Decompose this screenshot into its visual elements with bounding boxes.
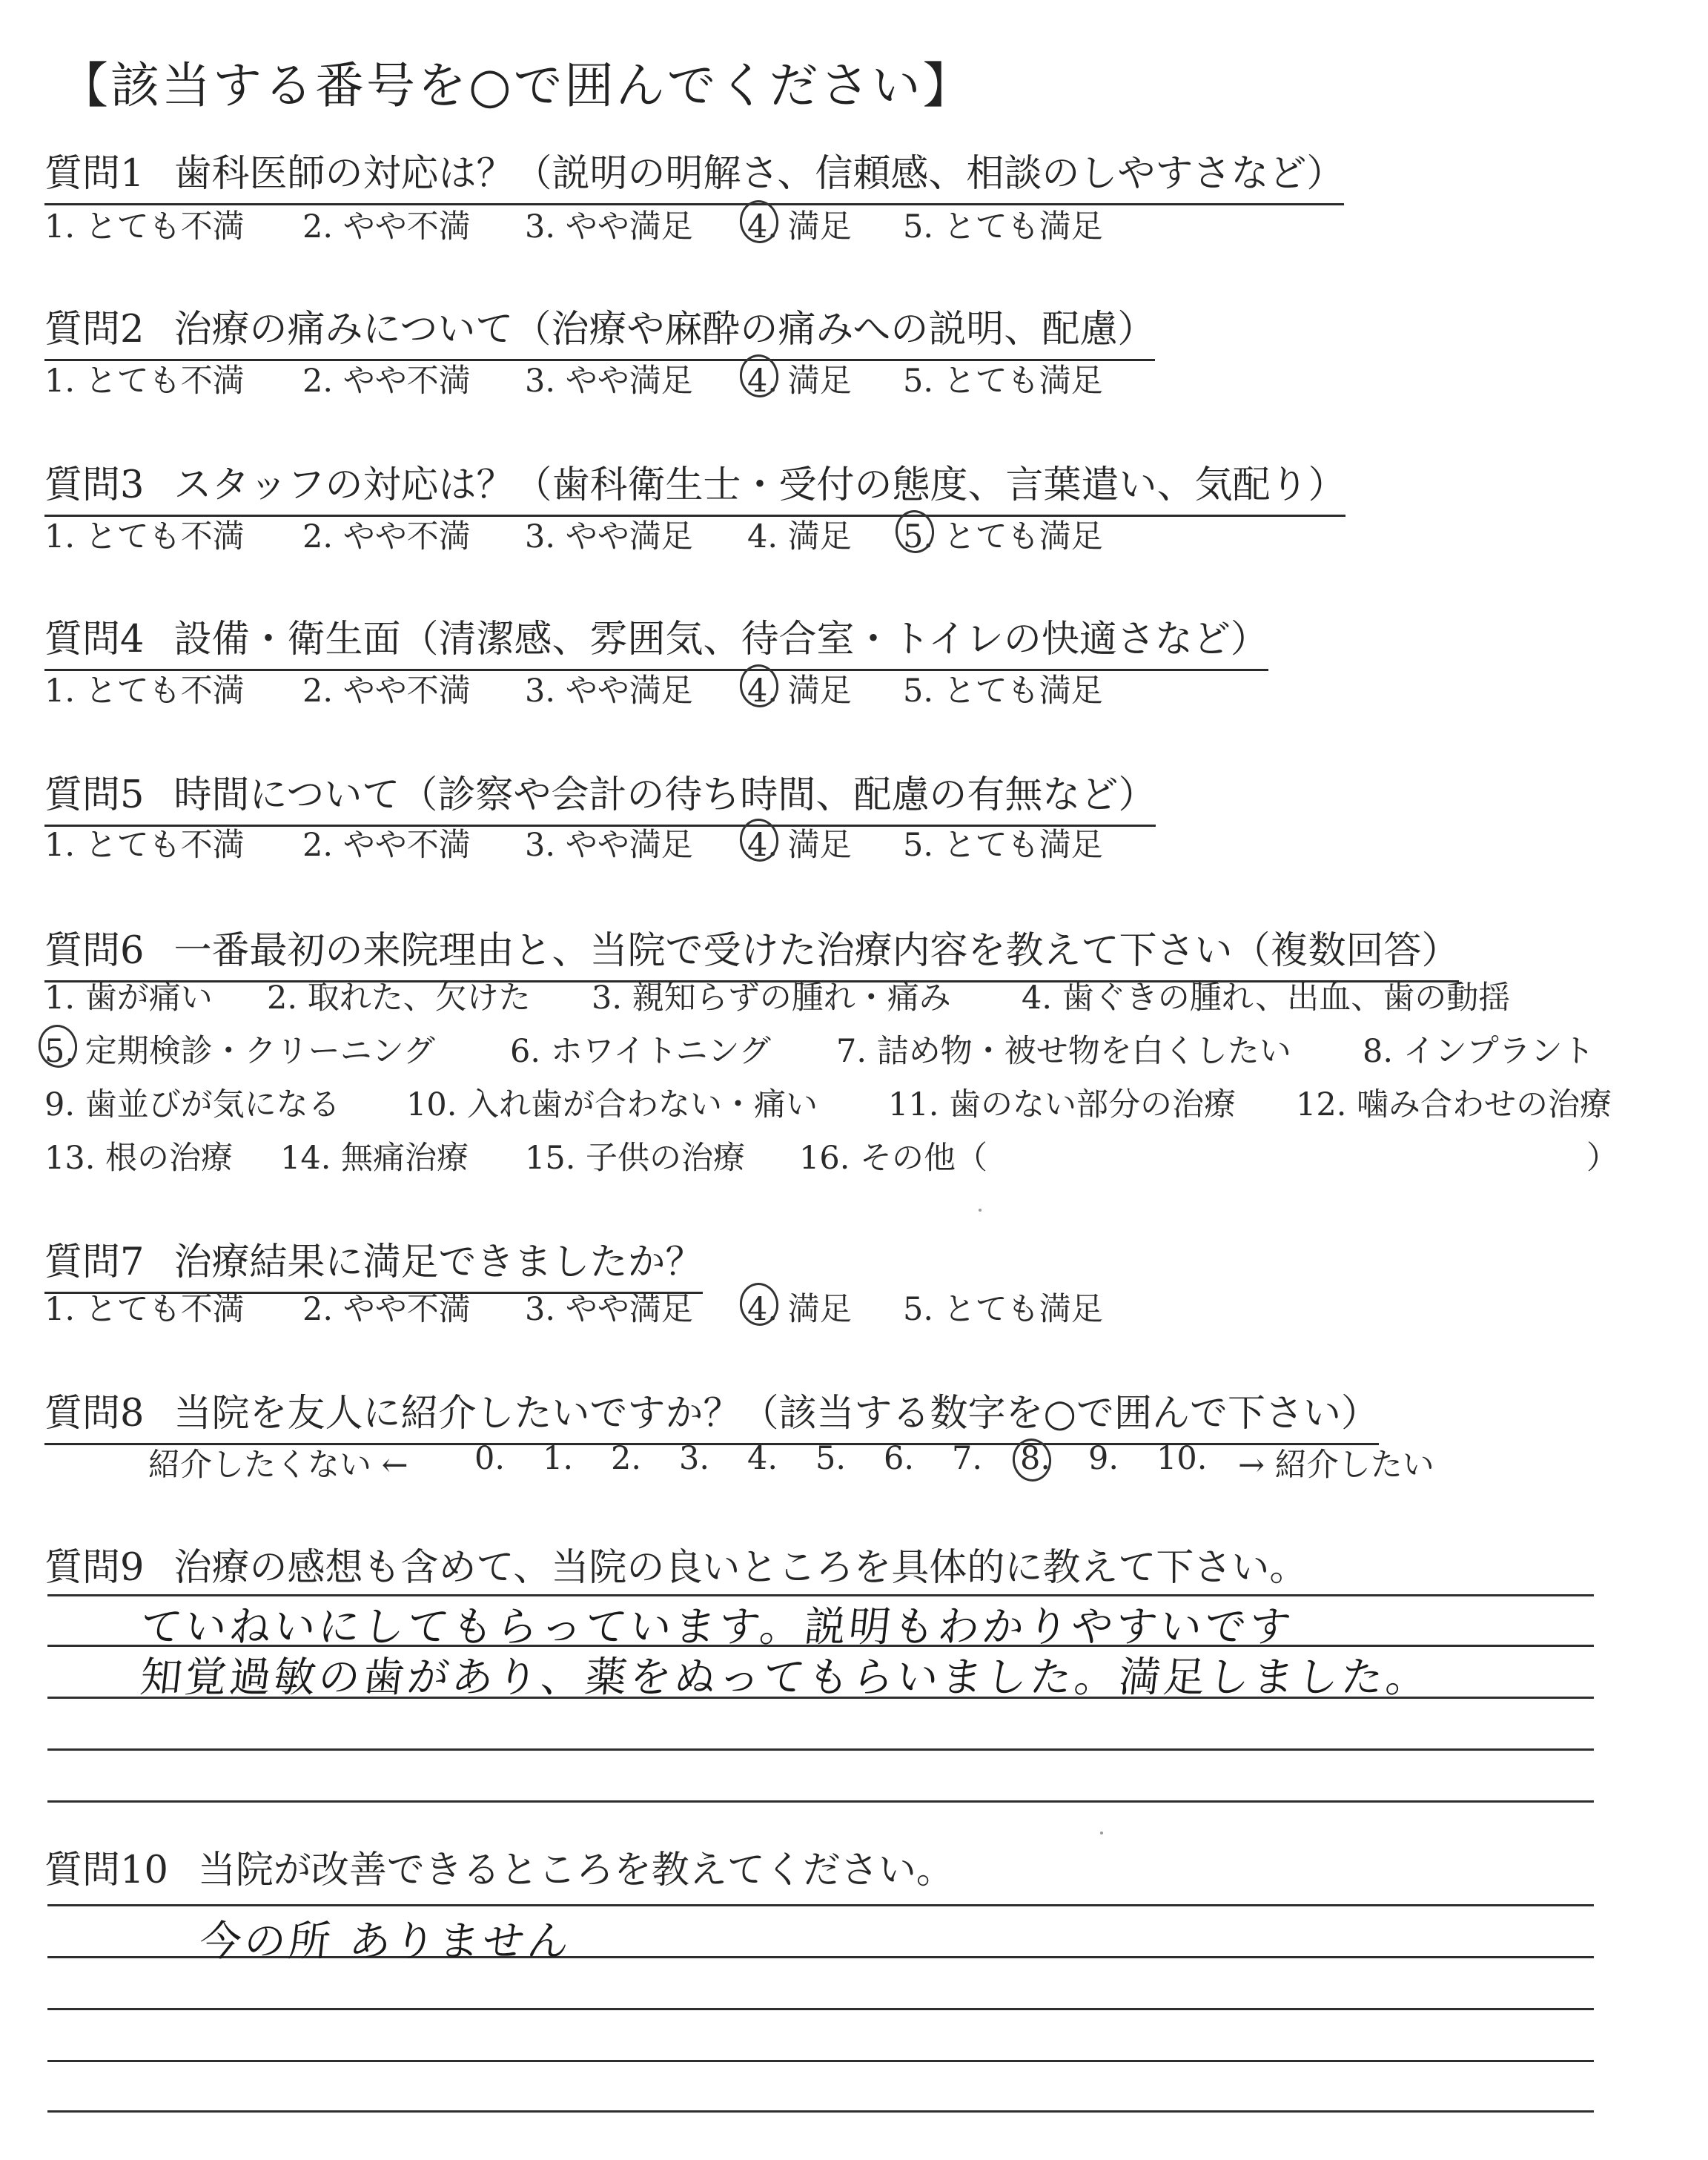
q10-answer-line-3: [47, 2008, 1594, 2010]
q4-option-4[interactable]: 4. 満足: [747, 673, 852, 710]
question-1-title: [44, 142, 1344, 205]
q6-option-13[interactable]: 13. 根の治療: [44, 1140, 234, 1177]
q4-option-5[interactable]: 5. とても満足: [903, 673, 1103, 710]
q10-answer-line-5: [47, 2110, 1594, 2113]
q3-option-2[interactable]: 2. やや不満: [302, 518, 471, 555]
q6-option-3[interactable]: 3. 親知らずの腫れ・痛み: [592, 980, 951, 1017]
q8-scale-4[interactable]: 4.: [747, 1440, 778, 1477]
form-header: 【該当する番号を○で囲んでください】: [59, 57, 974, 114]
q8-scale-10[interactable]: 10.: [1156, 1440, 1208, 1477]
q7-option-2[interactable]: 2. やや不満: [302, 1291, 471, 1328]
question-3-text: スタッフの対応は？（歯科衛生士・受付の態度、言葉遣い、気配り）: [173, 463, 1346, 507]
question-1-number: 質問1: [44, 152, 145, 196]
q8-scale-0[interactable]: 0.: [474, 1440, 506, 1477]
q8-scale-7[interactable]: 7.: [952, 1440, 983, 1477]
question-3-options: [0, 512, 1708, 556]
q1-option-5[interactable]: 5. とても満足: [903, 208, 1103, 245]
q8-scale-1[interactable]: 1.: [543, 1440, 574, 1477]
q10-answer-line-1: [47, 1904, 1594, 1906]
q6-option-4[interactable]: 4. 歯ぐきの腫れ、出血、歯の動揺: [1022, 980, 1511, 1017]
q8-scale-9[interactable]: 9.: [1088, 1440, 1119, 1477]
q7-option-4[interactable]: 4. 満足: [747, 1291, 852, 1328]
q6-option-15[interactable]: 15. 子供の治療: [525, 1140, 746, 1177]
q8-scale-5[interactable]: 5.: [815, 1440, 847, 1477]
question-5-options: [0, 820, 1708, 865]
question-10-number: 質問10: [44, 1849, 168, 1892]
q6-option-8[interactable]: 8. インプラント: [1363, 1033, 1595, 1070]
q8-scale-6[interactable]: 6.: [884, 1440, 915, 1477]
question-7-text: 治療結果に満足できましたか？: [173, 1241, 704, 1284]
q2-option-5[interactable]: 5. とても満足: [903, 363, 1103, 400]
question-5-title: [44, 764, 1156, 827]
q7-option-3[interactable]: 3. やや満足: [525, 1291, 693, 1328]
question-6-options: [0, 973, 1708, 1195]
q3-option-3[interactable]: 3. やや満足: [525, 518, 693, 555]
question-8-number: 質問8: [44, 1392, 145, 1436]
question-7-number: 質問7: [44, 1241, 145, 1284]
question-10-title: [44, 1839, 954, 1900]
q5-option-3[interactable]: 3. やや満足: [525, 827, 693, 864]
question-4-number: 質問4: [44, 618, 145, 661]
question-2-number: 質問2: [44, 308, 145, 351]
q7-option-1[interactable]: 1. とても不満: [44, 1291, 245, 1328]
question-6-number: 質問6: [44, 929, 145, 973]
q8-scale-3[interactable]: 3.: [679, 1440, 710, 1477]
q6-option-7[interactable]: 7. 詰め物・被せ物を白くしたい: [836, 1033, 1291, 1070]
q5-option-1[interactable]: 1. とても不満: [44, 827, 245, 864]
q7-option-5[interactable]: 5. とても満足: [903, 1291, 1103, 1328]
q10-handwritten-answer-1[interactable]: 今の所 ありません: [197, 1918, 575, 1966]
question-10-text: 当院が改善できるところを教えてください。: [197, 1849, 954, 1892]
q10-answer-line-4: [47, 2060, 1594, 2062]
q1-option-1[interactable]: 1. とても不満: [44, 208, 245, 245]
question-2-text: 治療の痛みについて（治療や麻酔の痛みへの説明、配慮）: [173, 308, 1156, 351]
q3-option-4[interactable]: 4. 満足: [747, 518, 852, 555]
question-3-number: 質問3: [44, 463, 145, 507]
question-2-title: [44, 298, 1155, 361]
question-4-options: [0, 666, 1708, 710]
q6-option-6[interactable]: 6. ホワイトニング: [510, 1033, 771, 1070]
question-5-number: 質問5: [44, 773, 145, 817]
q4-option-1[interactable]: 1. とても不満: [44, 673, 245, 710]
q4-option-2[interactable]: 2. やや不満: [302, 673, 471, 710]
question-8-title: [44, 1382, 1379, 1445]
q8-scale-8[interactable]: 8.: [1020, 1440, 1051, 1477]
question-6-text: 一番最初の来院理由と、当院で受けた治療内容を教えて下さい（複数回答）: [173, 929, 1460, 973]
q5-option-5[interactable]: 5. とても満足: [903, 827, 1103, 864]
q4-option-3[interactable]: 3. やや満足: [525, 673, 693, 710]
q2-option-1[interactable]: 1. とても不満: [44, 363, 245, 400]
question-9-number: 質問9: [44, 1546, 145, 1590]
q6-option-12[interactable]: 12. 噛み合わせの治療: [1296, 1086, 1612, 1123]
q6-option-14[interactable]: 14. 無痛治療: [280, 1140, 469, 1177]
q6-option-5[interactable]: 5. 定期検診・クリーニング: [44, 1033, 435, 1070]
q6-other-close-paren: ）: [1586, 1140, 1618, 1177]
question-5-text: 時間について（診察や会計の待ち時間、配慮の有無など）: [173, 773, 1156, 817]
q8-scale-right-label: → 紹介したい: [1238, 1447, 1434, 1484]
q6-option-2[interactable]: 2. 取れた、欠けた: [267, 980, 531, 1017]
q6-option-11[interactable]: 11. 歯のない部分の治療: [888, 1086, 1237, 1123]
q2-option-3[interactable]: 3. やや満足: [525, 363, 693, 400]
q5-option-4[interactable]: 4. 満足: [747, 827, 852, 864]
scan-speck: [1100, 1832, 1103, 1834]
question-3-title: [44, 454, 1345, 517]
scan-speck: [979, 1209, 982, 1212]
q1-option-3[interactable]: 3. やや満足: [525, 208, 693, 245]
q5-option-2[interactable]: 2. やや不満: [302, 827, 471, 864]
question-4-text: 設備・衛生面（清潔感、雰囲気、待合室・トイレの快適さなど）: [173, 618, 1268, 661]
question-7-options: [0, 1284, 1708, 1329]
q8-scale-left-label: 紹介したくない ←: [148, 1447, 408, 1484]
question-8-scale: [0, 1440, 1708, 1484]
q2-option-2[interactable]: 2. やや不満: [302, 363, 471, 400]
q6-option-9[interactable]: 9. 歯並びが気になる: [44, 1086, 340, 1123]
q3-option-5[interactable]: 5. とても満足: [903, 518, 1103, 555]
question-8-text: 当院を友人に紹介したいですか？（該当する数字を○で囲んで下さい）: [173, 1392, 1379, 1436]
q6-option-10[interactable]: 10. 入れ歯が合わない・痛い: [406, 1086, 818, 1123]
q1-option-2[interactable]: 2. やや不満: [302, 208, 471, 245]
q9-answer-line-5: [47, 1800, 1594, 1803]
q3-option-1[interactable]: 1. とても不満: [44, 518, 245, 555]
question-1-options: [0, 202, 1708, 246]
q1-option-4[interactable]: 4. 満足: [747, 208, 852, 245]
q8-scale-2[interactable]: 2.: [611, 1440, 642, 1477]
question-4-title: [44, 608, 1268, 671]
question-9-title: [44, 1536, 1307, 1597]
q2-option-4[interactable]: 4. 満足: [747, 363, 852, 400]
question-1-text: 歯科医師の対応は？（説明の明解さ、信頼感、相談のしやすさなど）: [173, 152, 1345, 196]
q6-option-1[interactable]: 1. 歯が痛い: [44, 980, 213, 1017]
question-9-text: 治療の感想も含めて、当院の良いところを具体的に教えて下さい。: [173, 1546, 1308, 1590]
q6-option-16[interactable]: 16. その他（: [799, 1140, 988, 1177]
q9-answer-line-4: [47, 1748, 1594, 1751]
q9-handwritten-answer-1[interactable]: ていねいにしてもらっています。説明もわかりやすいです: [138, 1603, 1297, 1651]
q9-handwritten-answer-2[interactable]: 知覚過敏の歯があり、薬をぬってもらいました。満足しました。: [138, 1654, 1433, 1702]
question-2-options: [0, 356, 1708, 400]
